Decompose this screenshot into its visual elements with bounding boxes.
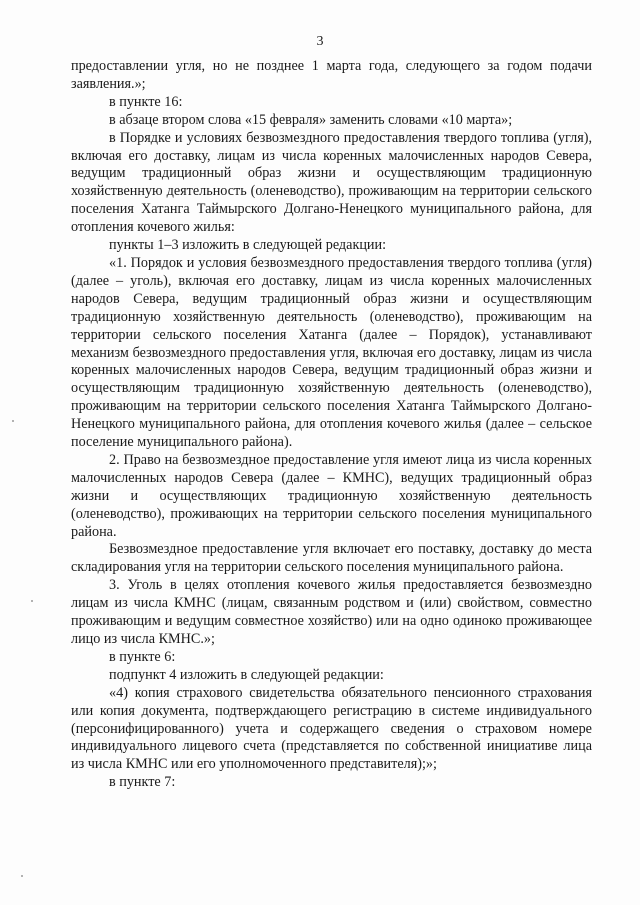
paragraph-subclause-4: «4) копия страхового свидетельства обязательного пенсионного страхования или копия документа, подтверждающего регистрацию в системе индивидуального (персонифицированного) учета и содержащего сведения о страховом номере индивидуального лицевого счета (представляется по собственной инициативе лица из числа КМНС или его уполномоченного представителя);»; [71,684,592,773]
paragraph-clause-16: в пункте 16: [109,93,183,110]
paragraph-order-title: в Порядке и условиях безвозмездного предоставления твердого топлива (угля), включая его доставку, лицам из числа коренных малочисленных народов Севера, ведущим традиционный образ жизни и осуществляющим традиционную хозяйственную деятельность (оленеводство), проживающим на территории сельского поселения Хатанга Таймырского Долгано-Ненецкого муниципального района, для отопления кочевого жилья: [71,129,592,236]
paragraph-clause-1: «1. Порядок и условия безвозмездного предоставления твердого топлива (угля) (далее – уголь), включая его доставку, лицам из числа коренных малочисленных народов Севера, ведущим традиционный образ жизни и осуществляющим традиционную хозяйственную деятельность (оленеводство), проживающим на территории сельского поселения Хатанга (далее – Порядок), устанавливают механизм безвозмездного предоставления угля, включая его доставку, лицам из числа коренных малочисленных народов Севера, ведущим традиционный образ жизни и осуществляющим традиционную хозяйственную деятельность (оленеводство), проживающим на территории сельского поселения Хатанга Таймырского Долгано-Ненецкого муниципального района, для отопления кочевого жилья (далее – сельское поселение муниципального района). [71,254,592,451]
paragraph-clause-3: 3. Уголь в целях отопления кочевого жилья предоставляется безвозмездно лицам из числа КМНС (лицам, связанным родством и (или) свойством, совместно проживающим и ведущим совместное хозяйство) или на одно одиноко проживающее лицо из числа КМНС.»; [71,577,592,647]
page-number: 3 [316,34,324,49]
paragraph-replace-date: в абзаце втором слова «15 февраля» заменить словами «10 марта»; [109,111,513,128]
scan-speck [12,420,14,422]
document-body [71,58,592,792]
paragraph-subclause-intro: подпункт 4 изложить в следующей редакции: [109,666,384,683]
scan-speck [21,875,23,877]
paragraph-clauses-intro: пункты 1–3 изложить в следующей редакции: [109,237,387,254]
paragraph-continuation: предоставлении угля, но не позднее 1 марта года, следующего за годом подачи заявления.»; [71,58,592,92]
paragraph-clause-6: в пункте 6: [109,648,176,665]
paragraph-clause-2: 2. Право на безвозмездное предоставление угля имеют лица из числа коренных малочисленных народов Севера (далее – КМНС), ведущих традиционный образ жизни и осуществляющих традиционную хозяйственную деятельность (оленеводство), проживающих на территории сельского поселения муниципального района. [71,451,592,540]
scan-speck [31,600,33,602]
paragraph-delivery: Безвозмездное предоставление угля включает его поставку, доставку до места складирования угля на территории сельского поселения муниципального района. [71,541,592,576]
paragraph-clause-7: в пункте 7: [109,774,176,791]
